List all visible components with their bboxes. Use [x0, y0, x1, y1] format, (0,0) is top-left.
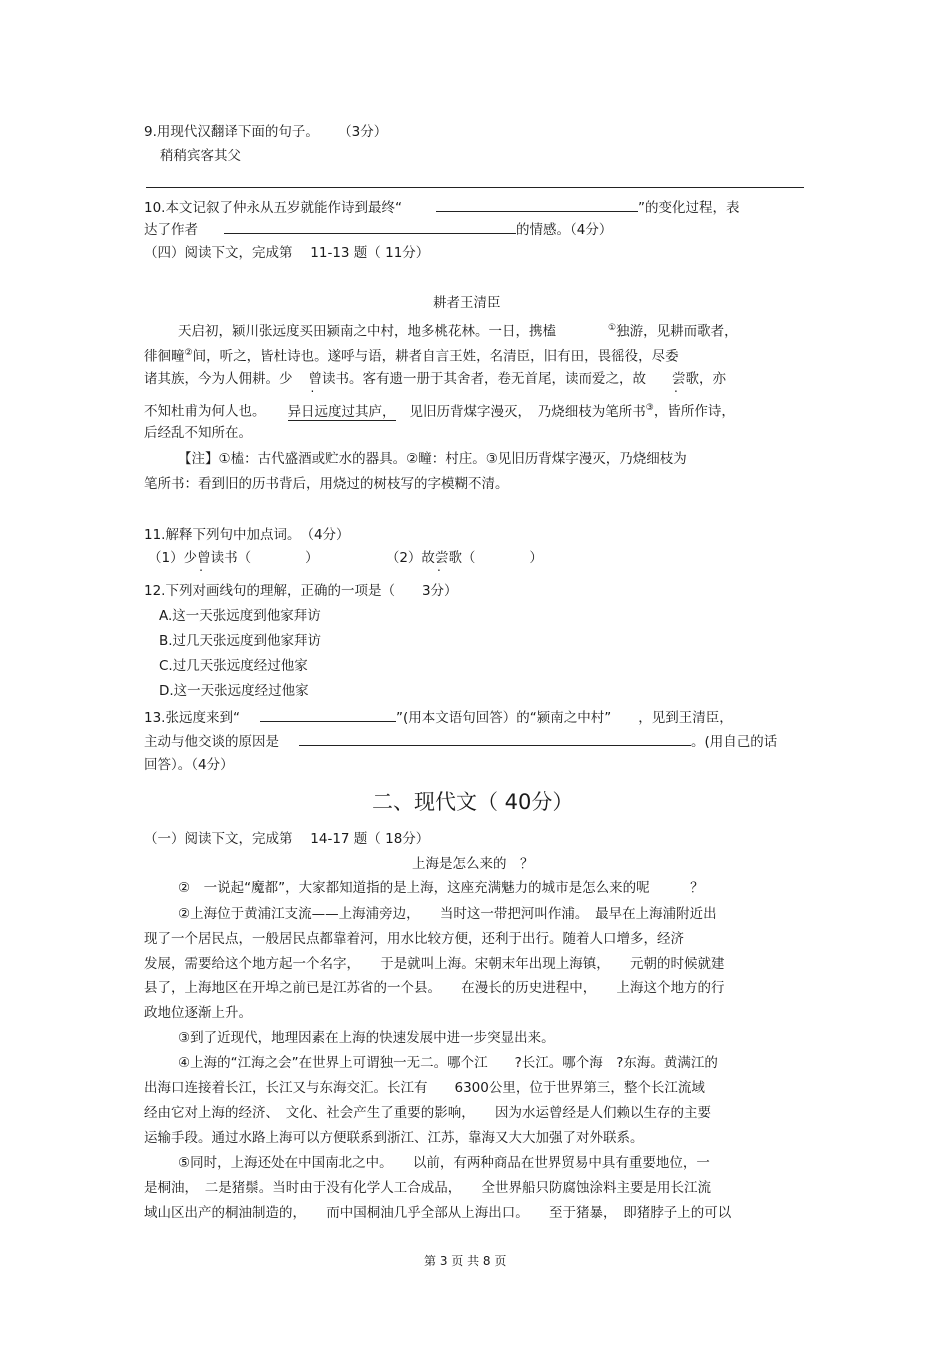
q12-prompt: 12.下列对画线句的理解，正确的一项是（ 3分） — [144, 583, 458, 599]
passage-title: 耕者王清臣 — [433, 295, 501, 311]
section2-title: 二、现代文（ 40分） — [372, 790, 574, 814]
q12-option-a[interactable]: A.这一天张远度到他家拜访 — [159, 608, 321, 624]
q10-line1: 10.本文记叙了仲永从五岁就能作诗到最终“ ”的变化过程，表 — [144, 197, 739, 217]
q13-blank2[interactable] — [299, 731, 691, 746]
passage-line1: 天启初，颍川张远度买田颍南之中村，地多桃花林。一日，携榼 ①独游，见耕而歌者， — [178, 323, 738, 340]
passage-note2: 笔所书：看到旧的历书背后，用烧过的树枝写的字模糊不清。 — [144, 476, 509, 492]
article-p4-1: ④上海的“江海之会”在世界上可谓独一无二。哪个江 ?长江。哪个海 ?东海。黄满江的 — [178, 1055, 718, 1071]
q12-option-b[interactable]: B.过几天张远度到他家拜访 — [159, 633, 322, 649]
q10-blank1[interactable] — [436, 197, 638, 212]
article-p1: ② 一说起“魔都”，大家都知道指的是上海，这座充满魅力的城市是怎么来的呢 ？ — [178, 880, 704, 896]
article-p2-4: 县了，上海地区在开埠之前已是江苏省的一个县。 在漫长的历史进程中， 上海这个地方的行 — [144, 980, 725, 996]
article-p5-2: 是桐油， 二是猪鬃。当时由于没有化学人工合成品， 全世界船只防腐蚀涂料主要是用长江流 — [144, 1180, 711, 1196]
underlined-sentence: 异日远度过其庐， — [287, 403, 396, 420]
article-p3: ③到了近现代，地理因素在上海的快速发展中进一步突显出来。 — [178, 1030, 555, 1046]
article-p2-3: 发展，需要给这个地方起一个名字， 于是就叫上海。宋朝末年出现上海镇， 元朝的时候就建 — [144, 956, 725, 972]
section2-1-heading: （一）阅读下文，完成第 14-17 题（ 18分） — [144, 831, 430, 847]
section4-heading: （四）阅读下文，完成第 11-13 题（ 11分） — [144, 245, 430, 261]
article-p2-5: 政地位逐渐上升。 — [144, 1005, 252, 1021]
q12-option-c[interactable]: C.过几天张远度经过他家 — [159, 658, 308, 674]
q13-line3: 回答）。（4分） — [144, 757, 234, 773]
article-p4-3: 经由它对上海的经济、 文化、社会产生了重要的影响， 因为水运曾经是人们赖以生存的主要 — [144, 1105, 711, 1121]
q12-option-d[interactable]: D.这一天张远度经过他家 — [159, 683, 309, 699]
passage-line3: 诸其族，今为人佣耕。少 曾读书。客有遗一册于其舍者，卷无首尾，读而爱之，故 尝歌，亦 — [144, 371, 726, 387]
article-title: 上海是怎么来的 ？ — [412, 856, 534, 872]
article-p2-1: ②上海位于黄浦江支流——上海浦旁边， 当时这一带把河叫作浦。 最早在上海浦附近出 — [178, 906, 717, 922]
article-p4-2: 出海口连接着长江，长江又与东海交汇。长江有 6300公里，位于世界第三，整个长江流域 — [144, 1080, 705, 1096]
q9-sentence: 稍稍宾客其父 — [160, 148, 241, 164]
q13-line1: 13.张远度来到“ ”(用本文语句回答）的“颍南之中村” ，见到王清臣， — [144, 707, 733, 727]
passage-line4: 不知杜甫为何人也。 异日远度过其庐， 见旧历背煤字漫灭， 乃烧细枝为笔所书③，皆所作诗， — [144, 403, 735, 420]
q11-answers: （1）少曾读书（ ） （2）故尝歌（ ） — [148, 550, 543, 566]
article-p5-3: 域山区出产的桐油制造的， 而中国桐油几乎全部从上海出口。 至于猪暴， 即猪脖子上的可以 — [144, 1205, 732, 1221]
passage-line2: 徘徊疃②间，听之，皆杜诗也。遂呼与语，耕者自言王姓，名清臣，旧有田，畏徭役，尽委 — [144, 348, 679, 365]
q10-line2: 达了作者 的情感。（4分） — [144, 219, 612, 239]
article-p2-2: 现了一个居民点，一般居民点都靠着河，用水比较方便，还利于出行。随着人口增多，经济 — [144, 931, 684, 947]
q13-line2: 主动与他交谈的原因是 。(用自己的话 — [144, 731, 777, 751]
passage-line5: 后经乱不知所在。 — [144, 425, 252, 441]
article-p4-4: 运输手段。通过水路上海可以方便联系到浙江、江苏，靠海又大大加强了对外联系。 — [144, 1130, 644, 1146]
q9-prompt: 9.用现代汉翻译下面的句子。 （3分） — [144, 124, 388, 140]
answer-line — [146, 187, 804, 188]
passage-note1: 【注】①榼：古代盛酒或贮水的器具。②疃：村庄。③见旧历背煤字漫灭，乃烧细枝为 — [178, 451, 687, 467]
article-p5-1: ⑤同时，上海还处在中国南北之中。 以前，有两种商品在世界贸易中具有重要地位，一 — [178, 1155, 710, 1171]
q11-prompt: 11.解释下列句中加点词。 （4分） — [144, 527, 350, 543]
page-footer: 第 3 页 共 8 页 — [424, 1254, 507, 1268]
q10-blank2[interactable] — [224, 219, 516, 234]
q13-blank1[interactable] — [260, 707, 396, 722]
